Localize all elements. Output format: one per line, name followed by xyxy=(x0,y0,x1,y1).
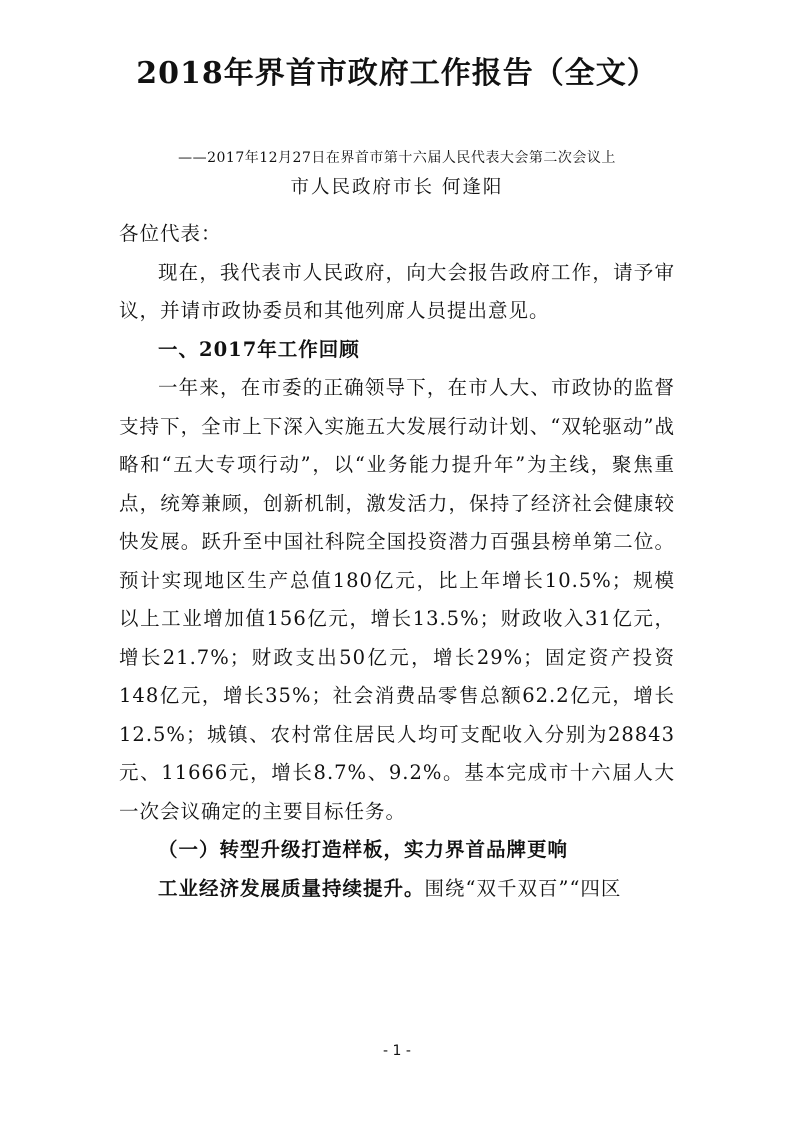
document-subtitle: ——2017年12月27日在界首市第十六届人民代表大会第二次会议上 xyxy=(178,150,616,166)
review-paragraph: 一年来，在市委的正确领导下，在市人大、市政协的监督支持下，全市上下深入实施五大发展行动计划、“双轮驱动”战略和“五大专项行动”，以“业务能力提升年”为主线，聚焦重点，统筹兼顾，创新机制，激发活力，保持了经济社会健康较快发展。跃升至中国社科院全国投资潜力百强县榜单第二位。预计实现地区生产总值180亿元，比上年增长10.5%；规模以上工业增加值156亿元，增长13.5%；财政收入31亿元，增长21.7%；财政支出50亿元，增长29%；固定资产投资148亿元，增长35%；社会消费品零售总额62.2亿元，增长12.5%；城镇、农村常住居民人均可支配收入分别为28843元、11666元，增长8.7%、9.2%。基本完成市十六届人大一次会议确定的主要目标任务。 xyxy=(119,376,675,823)
intro-paragraph: 现在，我代表市人民政府，向大会报告政府工作，请予审议，并请市政协委员和其他列席人员提出意见。 xyxy=(119,260,675,322)
paragraph-lead: 工业经济发展质量持续提升。 xyxy=(158,876,425,900)
section-heading: 一、2017年工作回顾 xyxy=(158,337,360,361)
paragraph-text: 围绕“双千双百”“四区 xyxy=(424,876,622,900)
speaker-line: 市人民政府市长 何逢阳 xyxy=(290,177,504,198)
industry-paragraph xyxy=(119,870,675,909)
greeting: 各位代表： xyxy=(119,222,222,245)
document-body xyxy=(119,215,675,908)
document-title: 2018年界首市政府工作报告（全文） xyxy=(136,56,658,91)
subsection-heading: （一）转型升级打造样板，实力界首品牌更响 xyxy=(158,838,569,861)
page-number: - 1 - xyxy=(383,1043,411,1059)
